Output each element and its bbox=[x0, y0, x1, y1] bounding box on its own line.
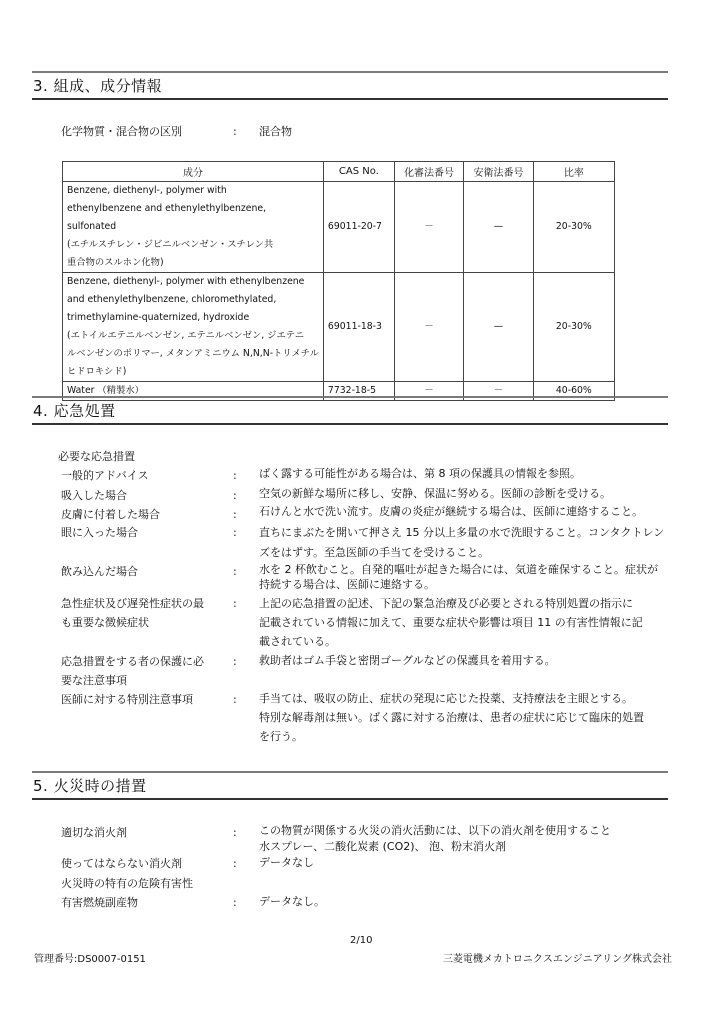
component-name bbox=[63, 273, 324, 382]
colon: : bbox=[233, 565, 237, 578]
colon: : bbox=[233, 125, 237, 138]
anei-number: — bbox=[464, 273, 533, 382]
component-name-line: ヒドロキシド) bbox=[67, 366, 127, 377]
kashin-number: － bbox=[394, 273, 463, 382]
page-number: 2/10 bbox=[350, 935, 373, 946]
colon: : bbox=[233, 693, 237, 706]
first-aid-label-skin: 皮膚に付着した場合 bbox=[61, 508, 160, 521]
first-aid-label-general: 一般的アドバイス bbox=[61, 469, 149, 482]
first-aid-value-symptoms-line2: 記載されている情報に加えて、重要な症状や影響は項目 11 の有害性情報に記 bbox=[259, 616, 643, 629]
table-row bbox=[63, 182, 615, 273]
component-name-line: (エチルスチレン・ジビニルベンゼン・スチレン共 bbox=[67, 239, 274, 250]
anei-number: － bbox=[464, 382, 533, 401]
fire-label-combustion-products: 有害燃焼副産物 bbox=[61, 896, 138, 909]
component-name-line: sulfonated bbox=[67, 221, 117, 232]
component-name-line: Benzene, diethenyl-, polymer with ethenylbenzene bbox=[67, 276, 305, 287]
first-aid-label-symptoms-line2: も重要な徴候症状 bbox=[61, 616, 149, 629]
colon: : bbox=[233, 469, 237, 482]
colon: : bbox=[233, 826, 237, 839]
component-name-line: 重合物のスルホン化物) bbox=[67, 257, 164, 268]
component-name-line: and ethenylethylbenzene, chloromethylated, bbox=[67, 294, 277, 305]
colon: : bbox=[233, 896, 237, 909]
first-aid-label-symptoms-line1: 急性症状及び遅発性症状の最 bbox=[61, 597, 204, 610]
section-divider bbox=[32, 798, 668, 800]
component-name-line: trimethylamine-quaternized, hydroxide bbox=[67, 312, 250, 323]
first-aid-value-skin: 石けんと水で洗い流す。皮膚の炎症が継続する場合は、医師に連絡すること。 bbox=[259, 505, 644, 518]
column-header-kashin: 化審法番号 bbox=[394, 162, 463, 182]
first-aid-value-rescuer: 救助者はゴム手袋と密閉ゴーグルなどの保護具を着用する。 bbox=[259, 654, 556, 667]
fire-value-unsuitable: データなし bbox=[259, 856, 314, 869]
classification-label: 化学物質・混合物の区別 bbox=[61, 125, 182, 138]
cas-number: 69011-20-7 bbox=[323, 182, 394, 273]
component-name-line: ethenylbenzene and ethenylethylbenzene, bbox=[67, 203, 267, 214]
section-4-title: 4. 応急処置 bbox=[33, 402, 116, 420]
component-name-line: ルベンゼンのポリマー, メタンアミニウム N,N,N-トリメチル bbox=[67, 348, 319, 359]
first-aid-label-eyes: 眼に入った場合 bbox=[61, 526, 138, 539]
component-name bbox=[63, 182, 324, 273]
first-aid-value-ingestion-line1: 水を 2 杯飲むこと。自発的嘔吐が起きた場合には、気道を確保すること。症状が bbox=[259, 563, 658, 576]
fire-value-suitable-line1: この物質が関係する火災の消火活動には、以下の消火剤を使用すること bbox=[259, 824, 611, 837]
section-divider bbox=[32, 98, 668, 100]
section-divider bbox=[32, 771, 668, 773]
first-aid-value-general: ばく露する可能性がある場合は、第 8 項の保護具の情報を参照。 bbox=[259, 467, 581, 480]
first-aid-value-inhalation: 空気の新鮮な場所に移し、安静、保温に努める。医師の診断を受ける。 bbox=[259, 487, 611, 500]
section-divider bbox=[32, 423, 668, 425]
section-5-title: 5. 火災時の措置 bbox=[33, 777, 147, 795]
column-header-ratio: 比率 bbox=[533, 162, 614, 182]
first-aid-value-ingestion-line2: 持続する場合は、医師に連絡する。 bbox=[259, 578, 435, 591]
control-number: 管理番号:DS0007-0151 bbox=[34, 954, 146, 965]
colon: : bbox=[233, 597, 237, 610]
first-aid-label-rescuer-line1: 応急措置をする者の保護に必 bbox=[61, 655, 204, 668]
fire-label-unsuitable: 使ってはならない消火剤 bbox=[61, 857, 182, 870]
table-header-row bbox=[63, 162, 615, 182]
anei-number: — bbox=[464, 182, 533, 273]
first-aid-label-physician: 医師に対する特別注意事項 bbox=[61, 693, 193, 706]
column-header-anei: 安衛法番号 bbox=[464, 162, 533, 182]
first-aid-value-eyes-line1: 直ちにまぶたを開いて押さえ 15 分以上多量の水で洗眼すること。コンタクトレン bbox=[259, 526, 665, 539]
first-aid-label-ingestion: 飲み込んだ場合 bbox=[61, 565, 138, 578]
first-aid-subheading: 必要な応急措置 bbox=[58, 450, 135, 463]
cas-number: 7732-18-5 bbox=[323, 382, 394, 401]
section-3-title: 3. 組成、成分情報 bbox=[33, 77, 163, 95]
fire-label-specific-hazards: 火災時の特有の危険有害性 bbox=[61, 877, 193, 890]
first-aid-value-symptoms-line3: 載されている。 bbox=[259, 635, 336, 648]
first-aid-label-inhalation: 吸入した場合 bbox=[61, 489, 127, 502]
component-name-line: Benzene, diethenyl-, polymer with bbox=[67, 185, 227, 196]
kashin-number: － bbox=[394, 382, 463, 401]
fire-label-suitable: 適切な消火剤 bbox=[61, 826, 127, 839]
kashin-number: － bbox=[394, 182, 463, 273]
cas-number: 69011-18-3 bbox=[323, 273, 394, 382]
column-header-component: 成分 bbox=[63, 162, 324, 182]
colon: : bbox=[233, 508, 237, 521]
ratio: 20-30% bbox=[533, 182, 614, 273]
classification-value: 混合物 bbox=[259, 125, 292, 138]
colon: : bbox=[233, 526, 237, 539]
first-aid-label-rescuer-line2: 要な注意事項 bbox=[61, 674, 127, 687]
first-aid-value-symptoms-line1: 上記の応急措置の記述、下記の緊急治療及び必要とされる特別処置の指示に bbox=[259, 597, 633, 610]
first-aid-value-physician-line1: 手当ては、吸収の防止、症状の発現に応じた投薬、支持療法を主眼とする。 bbox=[259, 692, 633, 705]
section-divider bbox=[32, 396, 668, 398]
colon: : bbox=[233, 655, 237, 668]
table-row bbox=[63, 273, 615, 382]
colon: : bbox=[233, 857, 237, 870]
column-header-cas: CAS No. bbox=[323, 162, 394, 182]
composition-table bbox=[62, 161, 615, 401]
first-aid-value-physician-line3: を行う。 bbox=[259, 730, 303, 743]
fire-value-combustion-products: データなし。 bbox=[259, 895, 325, 908]
ratio: 40-60% bbox=[533, 382, 614, 401]
fire-value-suitable-line2: 水スプレー、二酸化炭素 (CO2)、 泡、粉末消火剤 bbox=[259, 840, 507, 853]
component-name-line: Water （精製水） bbox=[67, 385, 144, 396]
colon: : bbox=[233, 489, 237, 502]
component-name-line: (エトイルエテニルベンゼン, エテニルベンゼン, ジエテニ bbox=[67, 330, 304, 341]
section-divider bbox=[32, 71, 668, 73]
first-aid-value-eyes-line2: ズをはずす。至急医師の手当てを受けること。 bbox=[259, 546, 490, 559]
ratio: 20-30% bbox=[533, 273, 614, 382]
company-name: 三菱電機メカトロニクスエンジニアリング株式会社 bbox=[442, 954, 672, 965]
first-aid-value-physician-line2: 特別な解毒剤は無い。ばく露に対する治療は、患者の症状に応じて臨床的処置 bbox=[259, 711, 644, 724]
